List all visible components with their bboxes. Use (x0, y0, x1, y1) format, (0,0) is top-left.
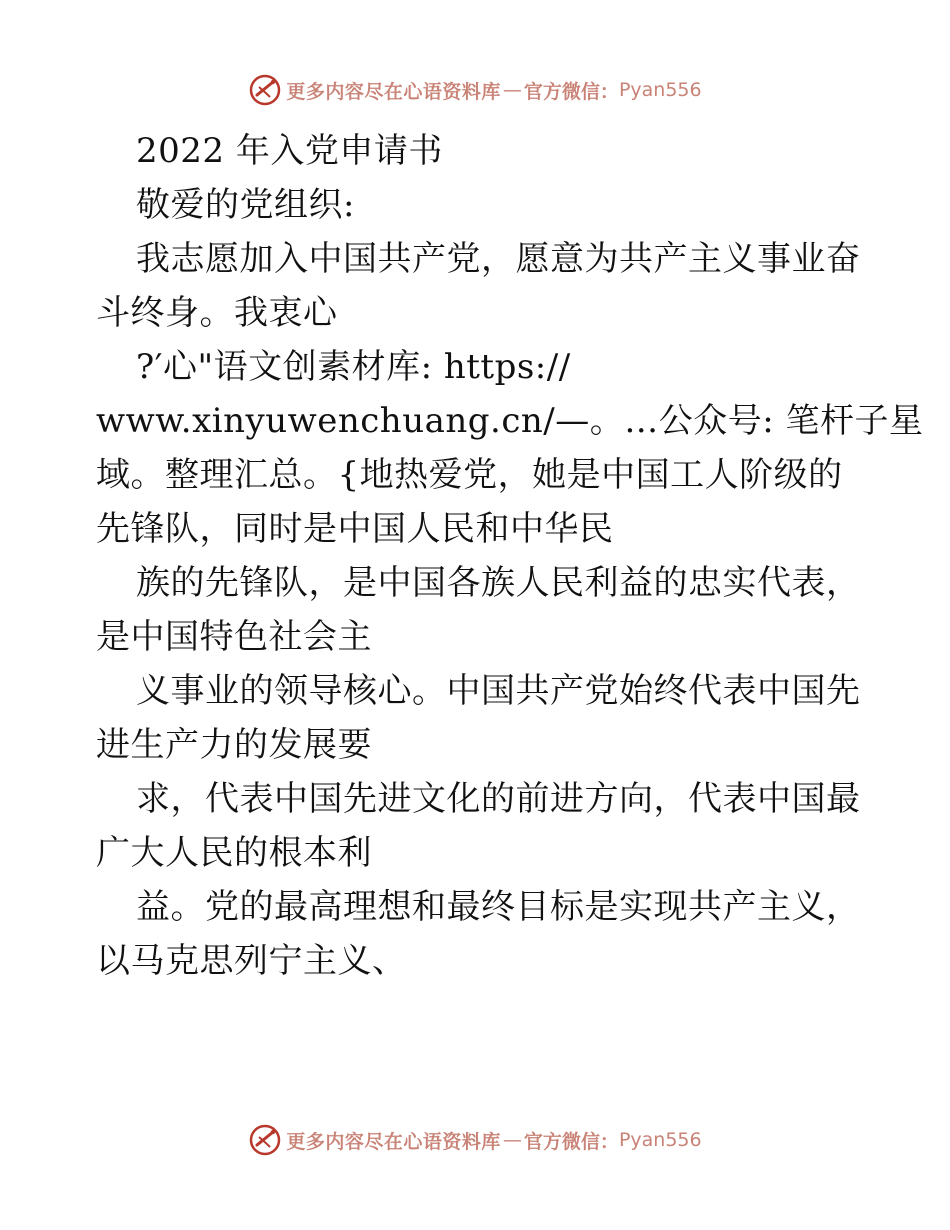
banner-brand-text: 更多内容尽在心语资料库 (286, 80, 501, 103)
body-line: 族的先锋队，是中国各族人民利益的忠实代表， (136, 563, 861, 603)
body-line: 广大人民的根本利 (96, 833, 372, 873)
body-line: 是中国特色社会主 (96, 617, 372, 657)
body-line: 域。整理汇总。{地热爱党，她是中国工人阶级的 (96, 455, 843, 495)
body-line: www.xinyuwenchuang.cn/—。…公众号: 笔杆子星 (96, 401, 924, 441)
body-line: 义事业的领导核心。中国共产党始终代表中国先 (136, 671, 861, 711)
banner-wechat-id: Pyan556 (618, 79, 702, 101)
body-line: 进生产力的发展要 (96, 725, 372, 765)
banner-contact-label: 官方微信： (523, 1130, 619, 1153)
library-logo-icon (248, 1123, 282, 1157)
header-watermark-banner (0, 68, 950, 112)
document-title: 2022 年入党申请书 (136, 131, 443, 171)
banner-wechat-id: Pyan556 (618, 1129, 702, 1151)
body-line: 以马克思列宁主义、 (96, 941, 407, 981)
body-line: 先锋队，同时是中国人民和中华民 (96, 509, 614, 549)
body-line: 益。党的最高理想和最终目标是实现共产主义， (136, 887, 861, 927)
banner-brand-text: 更多内容尽在心语资料库 (286, 1130, 501, 1153)
banner-contact-label: 官方微信： (523, 80, 619, 103)
banner-dash: — (502, 79, 522, 101)
document-body (96, 124, 924, 988)
salutation: 敬爱的党组织: (136, 185, 355, 225)
banner-dash: — (502, 1129, 522, 1151)
body-line: 求，代表中国先进文化的前进方向，代表中国最 (136, 779, 861, 819)
body-line: ?′心"语文创素材库: https:// (136, 347, 571, 387)
library-logo-icon (248, 73, 282, 107)
body-line: 斗终身。我衷心 (96, 293, 338, 333)
body-line: 我志愿加入中国共产党，愿意为共产主义事业奋 (136, 239, 861, 279)
footer-watermark-banner (0, 1118, 950, 1162)
